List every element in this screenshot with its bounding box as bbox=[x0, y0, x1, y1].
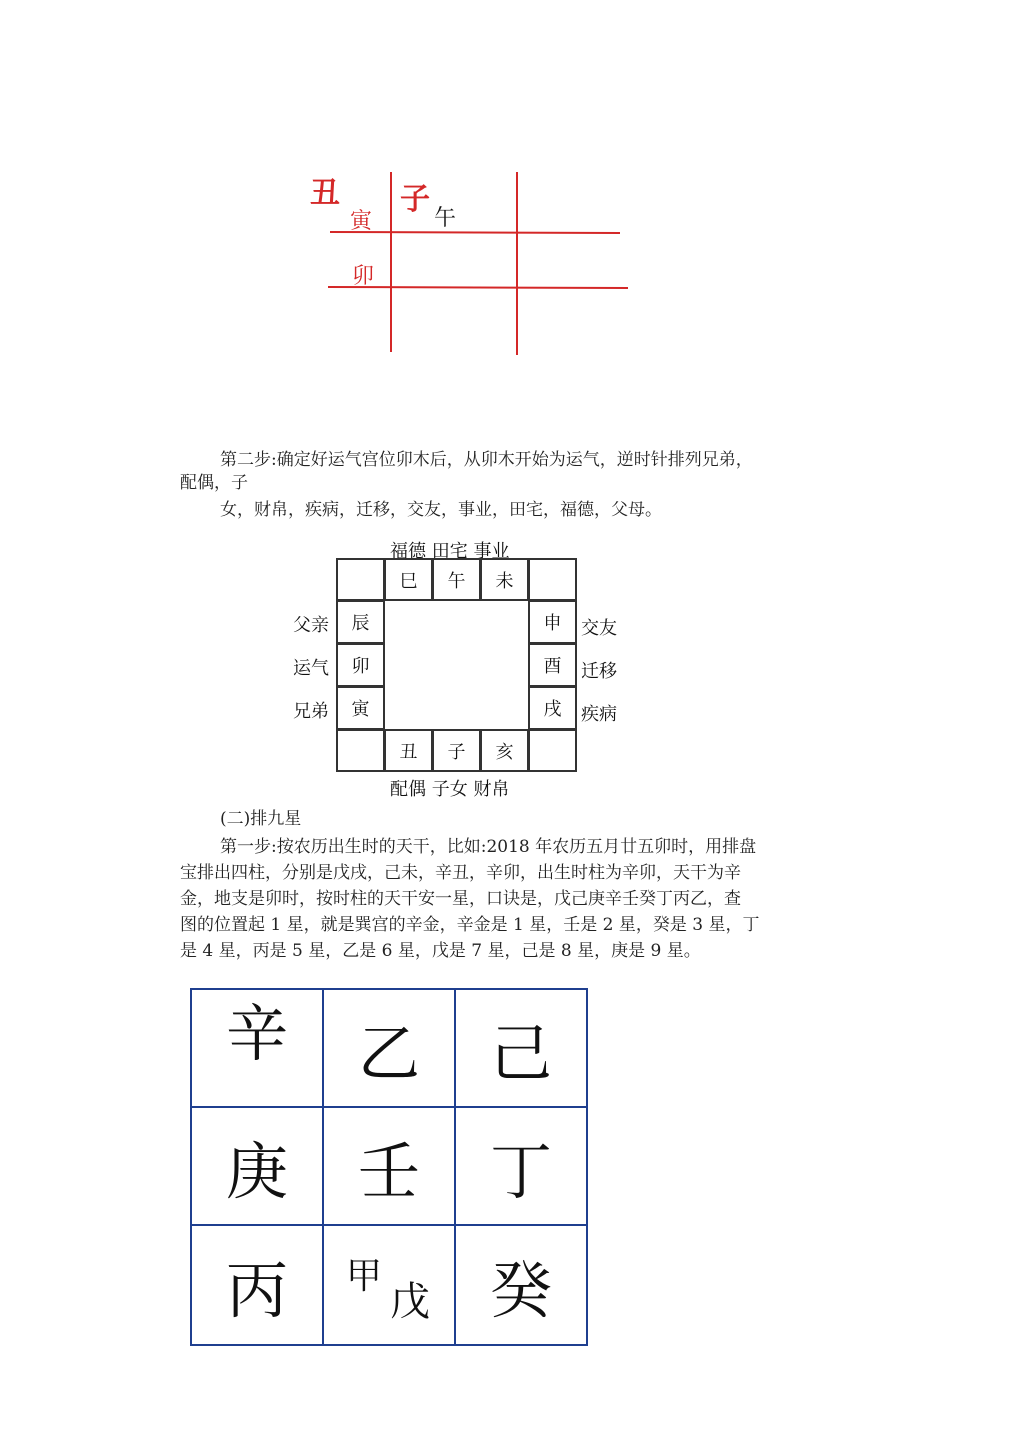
sketch-label-zi: 子 bbox=[400, 182, 430, 217]
star-cell-ding bbox=[454, 1106, 588, 1226]
palace-label-fuqin: 父亲 bbox=[293, 615, 329, 636]
palace-corner-bl bbox=[336, 729, 385, 772]
palace-cell-yin: 寅 bbox=[336, 686, 385, 730]
palace-corner-br bbox=[528, 729, 577, 772]
section-line-3: 金，地支是卯时，按时柱的天干安一星，口诀是，戊己庚辛壬癸丁丙乙，查 bbox=[180, 889, 741, 909]
palace-label-jibing: 疾病 bbox=[581, 704, 617, 725]
star-cell-xin bbox=[190, 988, 324, 1108]
palace-cell-you: 酉 bbox=[528, 643, 577, 687]
sketch-label-chou: 丑 bbox=[310, 176, 340, 211]
star-char-ren: 壬 bbox=[357, 1134, 420, 1208]
red-grid-lines bbox=[300, 160, 640, 370]
section-line-1: 第一步:按农历出生时的天干，比如:2018 年农历五月廿五卯时，用排盘 bbox=[220, 837, 757, 857]
step2-line-3: 女，财帛，疾病，迁移，交友，事业，田宅，福德，父母。 bbox=[220, 500, 662, 520]
palace-cell-wei: 未 bbox=[480, 558, 529, 601]
palace-cell-zi: 子 bbox=[432, 729, 481, 772]
star-char-ji: 己 bbox=[489, 1016, 552, 1090]
section-heading: (二)排九星 bbox=[220, 809, 302, 829]
nine-star-grid bbox=[190, 988, 588, 1346]
red-sketch-grid bbox=[300, 160, 640, 370]
star-char-xin: 辛 bbox=[225, 996, 288, 1070]
palace-cell-chou: 丑 bbox=[384, 729, 433, 772]
palace-corner-tr bbox=[528, 558, 577, 601]
sketch-label-yin: 寅 bbox=[350, 209, 373, 234]
palace-label-xiongdi: 兄弟 bbox=[293, 701, 329, 722]
sketch-label-wu: 午 bbox=[434, 206, 457, 231]
palace-label-jiaoyou: 交友 bbox=[581, 618, 617, 639]
palace-label-yunqi: 运气 bbox=[293, 658, 329, 679]
palace-cell-xu: 戌 bbox=[528, 686, 577, 730]
star-char-bing: 丙 bbox=[225, 1253, 288, 1327]
section-line-2: 宝排出四柱，分别是戊戌，己未，辛丑，辛卯，出生时柱为辛卯，天干为辛 bbox=[180, 863, 741, 883]
star-cell-yi bbox=[322, 988, 456, 1108]
star-cell-gui bbox=[454, 1224, 588, 1346]
section-line-4: 图的位置起 1 星，就是巽宫的辛金，辛金是 1 星，壬是 2 星，癸是 3 星，丁 bbox=[180, 915, 760, 935]
star-char-ding: 丁 bbox=[489, 1134, 552, 1208]
section-line-5: 是 4 星，丙是 5 星，乙是 6 星，戊是 7 星，己是 8 星，庚是 9 星。 bbox=[180, 941, 701, 961]
star-cell-geng bbox=[190, 1106, 324, 1226]
palace-bottom-labels: 配偶 子女 财帛 bbox=[390, 779, 510, 800]
palace-cell-chen: 辰 bbox=[336, 600, 385, 644]
star-char-geng: 庚 bbox=[225, 1134, 288, 1208]
palace-cell-si: 巳 bbox=[384, 558, 433, 601]
step2-line-2: 配偶，子 bbox=[180, 473, 248, 493]
star-char-wuearth: 戊 bbox=[390, 1279, 430, 1325]
star-cell-bing bbox=[190, 1224, 324, 1346]
star-cell-jia-wu bbox=[322, 1224, 456, 1346]
star-char-jia: 甲 bbox=[346, 1256, 383, 1297]
palace-cell-mao: 卯 bbox=[336, 643, 385, 687]
star-cell-ji bbox=[454, 988, 588, 1108]
palace-cell-shen: 申 bbox=[528, 600, 577, 644]
star-char-yi: 乙 bbox=[357, 1016, 420, 1090]
palace-label-qianyi: 迁移 bbox=[581, 661, 617, 682]
step2-line-1: 第二步:确定好运气宫位卯木后，从卯木开始为运气，逆时针排列兄弟， bbox=[220, 450, 753, 470]
palace-corner-tl bbox=[336, 558, 385, 601]
palace-top-labels: 福德 田宅 事业 bbox=[390, 541, 510, 562]
palace-cell-hai: 亥 bbox=[480, 729, 529, 772]
sketch-label-mao: 卯 bbox=[352, 264, 375, 289]
palace-cell-wu: 午 bbox=[432, 558, 481, 601]
star-char-gui: 癸 bbox=[489, 1253, 552, 1327]
star-cell-ren bbox=[322, 1106, 456, 1226]
palace-diagram bbox=[336, 558, 577, 772]
